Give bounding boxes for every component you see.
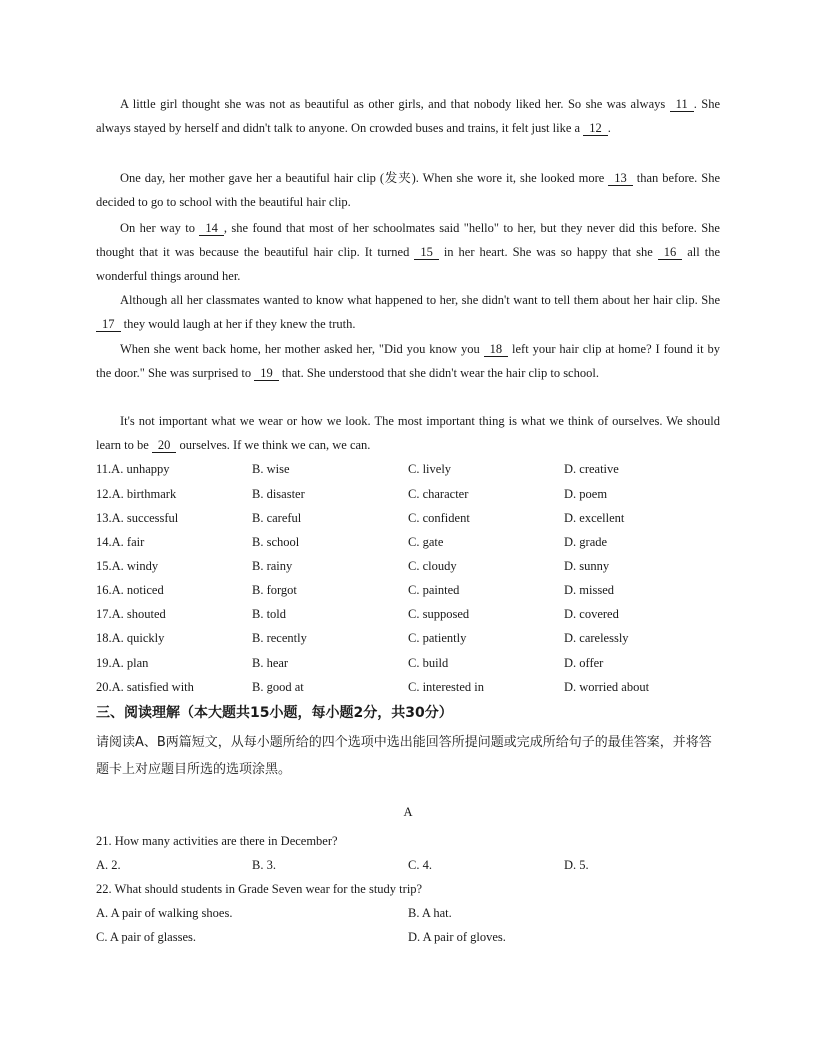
choice-d: D. 5. <box>564 858 589 872</box>
choice-a: A. A pair of walking shoes. <box>96 906 233 920</box>
option-row-18 <box>96 626 736 650</box>
section-heading: 三、阅读理解（本大题共15小题，每小题2分，共30分） <box>96 705 453 721</box>
option-row-15 <box>96 554 736 578</box>
passage-paragraph-2: One day, her mother gave her a beautiful hair clip (发夹). When she wore it, she looked more 13 than before. She decided to go to school with the beautiful hair clip. <box>96 171 720 210</box>
option-row-17 <box>96 602 736 626</box>
option-a: 11.A. unhappy <box>96 462 170 476</box>
option-d: D. sunny <box>564 559 610 573</box>
question-21-stem: 21. How many activities are there in December? <box>96 834 338 848</box>
choice-c: C. 4. <box>408 858 432 872</box>
option-b: B. told <box>252 607 287 621</box>
blank-13: 13 <box>608 172 633 186</box>
blank-14: 14 <box>199 222 224 236</box>
option-c: C. character <box>408 487 469 501</box>
option-c: C. interested in <box>408 680 485 694</box>
blank-20: 20 <box>152 439 177 453</box>
option-a: 15.A. windy <box>96 559 159 573</box>
option-b: B. wise <box>252 462 290 476</box>
question-22-stem: 22. What should students in Grade Seven wear for the study trip? <box>96 882 423 896</box>
choice-b: B. 3. <box>252 858 276 872</box>
blank-19: 19 <box>254 367 279 381</box>
option-b: B. school <box>252 535 300 549</box>
option-d: D. covered <box>564 607 619 621</box>
option-row-14 <box>96 530 736 554</box>
option-a: 16.A. noticed <box>96 583 164 597</box>
option-a: 14.A. fair <box>96 535 145 549</box>
question-21-choices <box>96 853 736 877</box>
option-b: B. rainy <box>252 559 293 573</box>
option-b: B. careful <box>252 511 302 525</box>
choice-b: B. A hat. <box>408 906 452 920</box>
passage-paragraph-4: Although all her classmates wanted to know what happened to her, she didn't want to tell them about her hair clip. She 17 they would laugh at her if they knew the truth. <box>96 288 720 336</box>
option-a: 19.A. plan <box>96 656 149 670</box>
choice-a: A. 2. <box>96 858 121 872</box>
option-d: D. worried about <box>564 680 650 694</box>
section-instruction: 请阅读A、B两篇短文，从每小题所给的四个选项中选出能回答所提问题或完成所给句子的最佳答案，并将答题卡上对应题目所选的选项涂黑。 <box>96 735 712 777</box>
option-row-16 <box>96 578 736 602</box>
passage-paragraph-5: When she went back home, her mother asked her, "Did you know you 18 left your hair clip at home? I found it by the door." She was surprised to 19 that. She understood that she didn't wear the hair clip to school. <box>96 342 721 381</box>
passage-paragraph-6: It's not important what we wear or how we look. The most important thing is what we think of ourselves. We should learn to be 20 ourselves. If we think we can, we can. <box>96 414 720 453</box>
option-row-13 <box>96 506 736 530</box>
option-c: C. build <box>408 656 449 670</box>
option-c: C. cloudy <box>408 559 457 573</box>
option-row-20 <box>96 675 736 699</box>
option-c: C. patiently <box>408 631 467 645</box>
option-c: C. lively <box>408 462 452 476</box>
option-d: D. creative <box>564 462 619 476</box>
option-a: 13.A. successful <box>96 511 179 525</box>
option-d: D. carelessly <box>564 631 629 645</box>
blank-15: 15 <box>414 246 439 260</box>
option-c: C. confident <box>408 511 470 525</box>
option-a: 17.A. shouted <box>96 607 166 621</box>
part-label: A <box>403 805 413 819</box>
choice-d: D. A pair of gloves. <box>408 930 506 944</box>
passage-paragraph-1: A little girl thought she was not as beautiful as other girls, and that nobody liked her. So she was always 11 . She always stayed by herself and didn't talk to anyone. On crowded buses and trains, it felt just like a 12 . <box>96 97 720 136</box>
blank-18: 18 <box>484 343 509 357</box>
option-b: B. hear <box>252 656 289 670</box>
option-c: C. gate <box>408 535 444 549</box>
option-c: C. painted <box>408 583 460 597</box>
question-22-choices-ab <box>96 901 736 925</box>
option-d: D. poem <box>564 487 608 501</box>
option-b: B. good at <box>252 680 304 694</box>
option-d: D. offer <box>564 656 604 670</box>
blank-16: 16 <box>658 246 683 260</box>
option-row-19 <box>96 651 736 675</box>
question-22-choices-cd <box>96 925 736 949</box>
option-d: D. missed <box>564 583 614 597</box>
option-d: D. excellent <box>564 511 625 525</box>
option-row-12 <box>96 482 736 506</box>
choice-c: C. A pair of glasses. <box>96 930 196 944</box>
passage-paragraph-3: On her way to 14 , she found that most of her schoolmates said "hello" to her, but they never did this before. She thought that it was because the beautiful hair clip. It turned 15 in her heart. She was so happy that she 16 all the wonderful things around her. <box>96 221 721 284</box>
option-a: 18.A. quickly <box>96 631 165 645</box>
blank-17: 17 <box>96 318 121 332</box>
option-a: 20.A. satisfied with <box>96 680 194 694</box>
option-d: D. grade <box>564 535 608 549</box>
option-row-11 <box>96 457 736 481</box>
option-b: B. recently <box>252 631 307 645</box>
option-b: B. forgot <box>252 583 297 597</box>
blank-12: 12 <box>583 122 608 136</box>
option-c: C. supposed <box>408 607 470 621</box>
option-a: 12.A. birthmark <box>96 487 177 501</box>
blank-11: 11 <box>670 98 694 112</box>
option-b: B. disaster <box>252 487 305 501</box>
